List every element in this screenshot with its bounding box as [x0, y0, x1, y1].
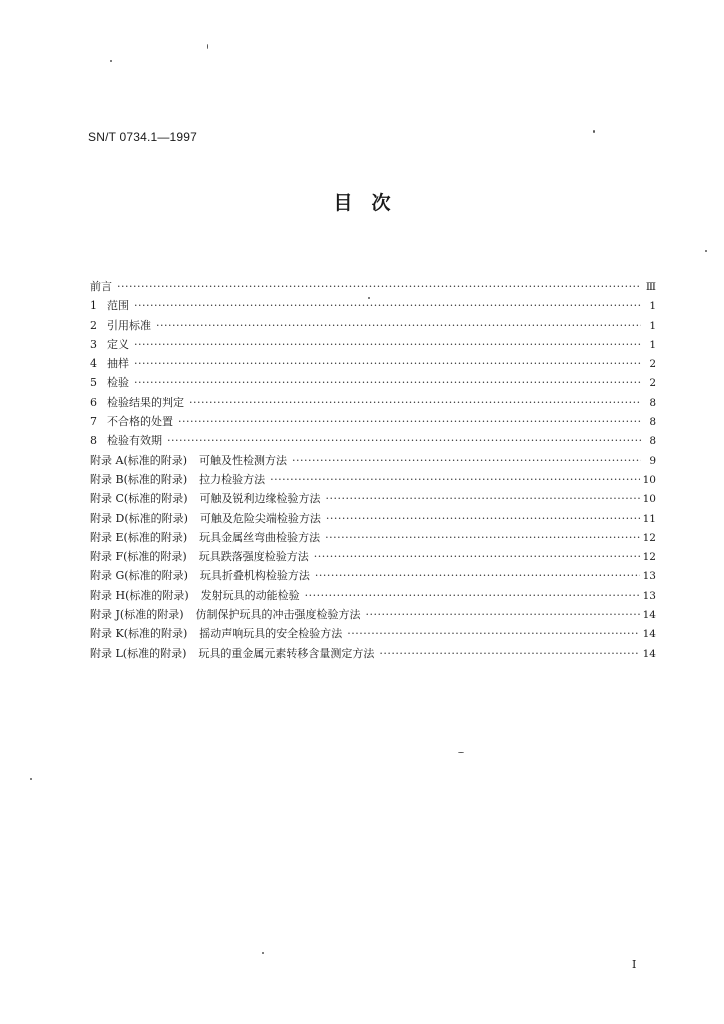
toc-entry — [90, 412, 656, 431]
toc-entry-page: 2 — [649, 358, 656, 371]
toc-entry — [90, 451, 656, 470]
toc-entry-label — [90, 335, 129, 354]
toc-entry-page: 8 — [649, 435, 656, 448]
toc-entry-label — [90, 451, 287, 470]
toc-leader-dots — [366, 605, 640, 624]
toc-entry-number: 5 — [90, 376, 97, 390]
toc-entry-text: 附录 C(标准的附录) — [90, 492, 188, 506]
toc-entry-text: 检验结果的判定 — [107, 395, 184, 409]
toc-entry-title: 玩具折叠机构检验方法 — [199, 569, 310, 583]
toc-entry — [90, 373, 656, 392]
toc-entry — [90, 586, 656, 605]
toc-leader-dots — [134, 354, 641, 373]
toc-entry-label — [90, 605, 361, 624]
toc-leader-dots — [305, 586, 640, 605]
toc-leader-dots — [314, 547, 640, 566]
toc-leader-dots — [270, 470, 639, 489]
scan-speck — [593, 130, 595, 133]
toc-entry-text: 附录 B(标准的附录) — [90, 472, 188, 486]
toc-entry — [90, 335, 656, 354]
toc-entry-text: 不合格的处置 — [107, 415, 173, 429]
scan-speck — [30, 778, 32, 780]
toc-entry — [90, 566, 656, 585]
toc-entry-title: 拉力检验方法 — [199, 472, 266, 486]
toc-entry-label — [90, 489, 321, 508]
toc-entry-page: 14 — [642, 647, 656, 660]
toc-entry-label — [90, 277, 112, 296]
toc-leader-dots — [117, 277, 641, 296]
toc-entry-number: 4 — [90, 357, 97, 371]
toc-entry-title: 仿制保护玩具的冲击强度检验方法 — [195, 608, 361, 622]
toc-leader-dots — [189, 393, 641, 412]
toc-entry-text: 附录 D(标准的附录) — [90, 511, 188, 525]
toc-entry-text: 附录 H(标准的附录) — [90, 588, 189, 602]
toc-leader-dots — [326, 509, 640, 528]
toc-entry-label — [90, 547, 309, 566]
toc-entry-title: 可触及危险尖端检验方法 — [199, 511, 321, 525]
toc-entry-label — [90, 566, 310, 585]
scan-speck — [368, 297, 370, 299]
toc-entry-title: 玩具金属丝弯曲检验方法 — [199, 530, 321, 544]
toc-entry — [90, 354, 656, 373]
toc-entry-page: 12 — [642, 551, 656, 564]
toc-entry-number: 1 — [90, 299, 97, 313]
toc-entry-label — [90, 470, 265, 489]
toc-entry — [90, 605, 656, 624]
toc-entry — [90, 547, 656, 566]
toc-leader-dots — [347, 624, 639, 643]
table-of-contents — [90, 277, 656, 663]
toc-leader-dots — [134, 373, 641, 392]
toc-entry-number: 6 — [90, 395, 97, 409]
toc-entry-title: 摇动声响玩具的安全检验方法 — [199, 627, 343, 641]
toc-entry-label — [90, 412, 173, 431]
toc-entry-page: 10 — [642, 473, 656, 486]
toc-entry-title: 玩具的重金属元素转移含量测定方法 — [198, 646, 375, 660]
toc-entry-text: 附录 E(标准的附录) — [90, 530, 188, 544]
toc-entry-label — [90, 644, 374, 663]
toc-entry-label — [90, 296, 129, 315]
toc-leader-dots — [134, 296, 641, 315]
toc-leader-dots — [156, 316, 641, 335]
toc-entry-page: 1 — [649, 300, 656, 313]
page-title: 目 次 — [333, 192, 391, 214]
toc-entry-page: 13 — [642, 589, 656, 602]
toc-entry-title: 发射玩具的动能检验 — [200, 588, 300, 602]
toc-entry-label — [90, 624, 342, 643]
toc-entry-text: 附录 L(标准的附录) — [90, 646, 187, 660]
toc-entry-text: 检验有效期 — [107, 434, 162, 448]
toc-entry-label — [90, 393, 184, 412]
toc-entry-number: 7 — [90, 415, 97, 429]
toc-entry-label — [90, 373, 129, 392]
page-number: I — [632, 958, 637, 971]
toc-leader-dots — [292, 451, 641, 470]
toc-leader-dots — [325, 528, 640, 547]
toc-entry-page: 2 — [649, 377, 656, 390]
toc-entry — [90, 644, 656, 663]
toc-entry-page: 11 — [642, 512, 656, 525]
toc-entry-title: 玩具跌落强度检验方法 — [198, 550, 309, 564]
toc-entry — [90, 470, 656, 489]
scan-speck — [705, 250, 707, 252]
toc-leader-dots — [326, 489, 640, 508]
toc-leader-dots — [178, 412, 641, 431]
toc-entry-page: 8 — [649, 416, 656, 429]
toc-entry-page: 1 — [649, 319, 656, 332]
toc-entry — [90, 393, 656, 412]
toc-entry-page: 14 — [642, 609, 656, 622]
toc-leader-dots — [134, 335, 641, 354]
toc-entry-text: 抽样 — [107, 357, 129, 371]
scan-speck — [110, 60, 112, 62]
toc-entry-text: 附录 J(标准的附录) — [90, 608, 184, 622]
toc-entry-page: 8 — [649, 396, 656, 409]
toc-entry-text: 定义 — [107, 337, 129, 351]
toc-entry-label — [90, 316, 151, 335]
scan-speck — [207, 44, 208, 49]
scan-speck — [262, 952, 264, 954]
toc-entry — [90, 489, 656, 508]
toc-entry-label — [90, 354, 129, 373]
toc-entry-page: 14 — [642, 628, 656, 641]
toc-entry — [90, 431, 656, 450]
toc-entry-text: 检验 — [107, 376, 129, 390]
toc-entry — [90, 296, 656, 315]
toc-entry-page: 13 — [642, 570, 656, 583]
toc-entry-text: 范围 — [107, 299, 129, 313]
toc-entry-text: 前言 — [90, 280, 112, 293]
toc-leader-dots — [379, 644, 639, 663]
toc-leader-dots — [167, 431, 641, 450]
toc-entry-label — [90, 586, 300, 605]
toc-entry — [90, 624, 656, 643]
toc-entry-page: 9 — [649, 454, 656, 467]
toc-entry-number: 2 — [90, 318, 97, 332]
toc-entry-page: 12 — [642, 531, 656, 544]
toc-entry-text: 引用标准 — [107, 318, 151, 332]
toc-entry-label — [90, 431, 162, 450]
toc-entry-page: 10 — [642, 493, 656, 506]
toc-entry-text: 附录 A(标准的附录) — [90, 453, 188, 467]
toc-entry — [90, 277, 656, 296]
toc-entry-number: 3 — [90, 337, 97, 351]
toc-leader-dots — [315, 566, 640, 585]
toc-entry-page: Ⅲ — [645, 281, 656, 293]
toc-entry-text: 附录 G(标准的附录) — [90, 569, 188, 583]
toc-entry — [90, 316, 656, 335]
toc-entry-label — [90, 528, 320, 547]
toc-entry-label — [90, 509, 321, 528]
toc-entry — [90, 528, 656, 547]
standard-code: SN/T 0734.1—1997 — [88, 130, 198, 144]
toc-entry-title: 可触及锐利边缘检验方法 — [199, 492, 321, 506]
toc-entry-text: 附录 K(标准的附录) — [90, 627, 188, 641]
toc-entry-text: 附录 F(标准的附录) — [90, 550, 187, 564]
toc-entry-title: 可触及性检测方法 — [199, 453, 288, 467]
toc-entry — [90, 509, 656, 528]
scan-speck — [458, 752, 464, 753]
toc-entry-number: 8 — [90, 434, 97, 448]
toc-entry-page: 1 — [649, 338, 656, 351]
